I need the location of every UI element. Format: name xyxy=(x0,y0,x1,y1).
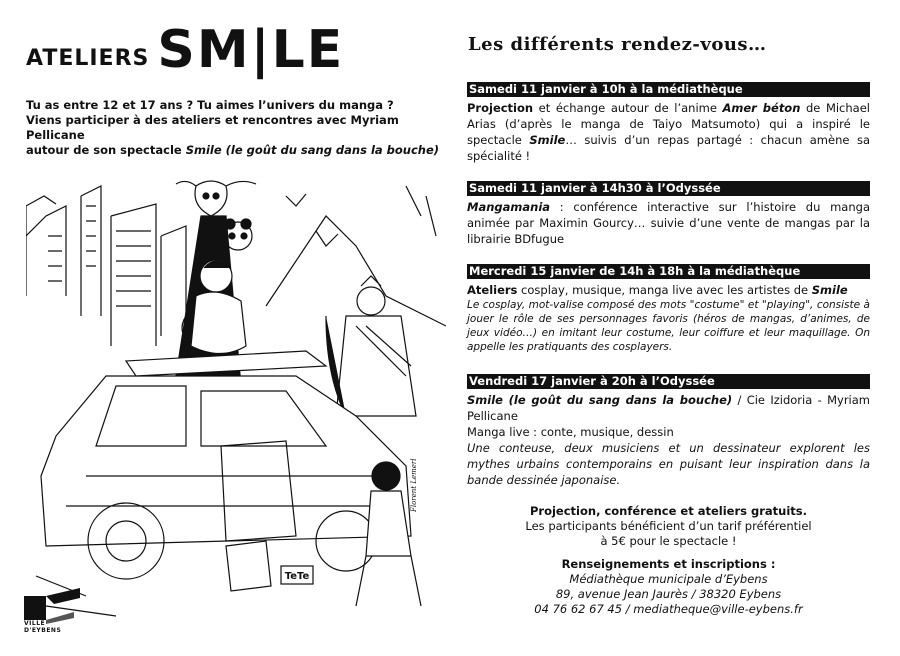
event-2-description xyxy=(467,199,870,247)
intro-text xyxy=(26,98,446,158)
event-1-film-title: Amer béton xyxy=(722,101,801,115)
rendez-vous-heading: Les différents rendez-vous… xyxy=(468,34,767,55)
event-1 xyxy=(467,82,870,164)
contact-phone-mail: 04 76 62 67 45 / mediatheque@ville-eybens.fr xyxy=(534,602,803,616)
tarif-line-1: Les participants bénéficient d’un tarif préférentiel xyxy=(525,519,812,533)
event-4-subtitle: Manga live : conte, musique, dessin xyxy=(467,425,674,439)
contact-address: 89, avenue Jean Jaurès / 38320 Eybens xyxy=(555,587,782,601)
intro-line-3 xyxy=(26,143,446,158)
event-1-text-b: de Michael Arias (d’après le manga de Taiyo Matsumoto) qui a inspiré le spectacle xyxy=(467,101,870,147)
event-4-date-bar: Vendredi 17 janvier à 20h à l’Odyssée xyxy=(467,374,870,389)
event-1-description xyxy=(467,100,870,164)
intro-line-1: Tu as entre 12 et 17 ans ? Tu aimes l’univers du manga ? xyxy=(26,98,394,112)
event-1-text-c: … suivis d’un repas partagé : chacun amène sa spécialité ! xyxy=(467,133,870,163)
event-3-text-a: cosplay, musique, manga live avec les artistes de xyxy=(517,283,812,297)
event-3-date-bar: Mercredi 15 janvier de 14h à 18h à la médiathèque xyxy=(467,264,870,279)
event-1-text-a: et échange autour de l’anime xyxy=(533,101,723,115)
contact-title: Renseignements et inscriptions : xyxy=(561,557,776,571)
event-1-date-bar: Samedi 11 janvier à 10h à la médiathèque xyxy=(467,82,870,97)
event-1-bold: Projection xyxy=(467,101,534,115)
intro-line-2: Viens participer à des ateliers et rencontres avec Myriam Pellicane xyxy=(26,113,399,142)
event-3-show-title: Smile xyxy=(811,283,848,297)
event-3-description xyxy=(467,282,870,298)
tarif-line-2: à 5€ pour le spectacle ! xyxy=(600,534,737,548)
event-3 xyxy=(467,264,870,354)
intro-show-title: Smile (le goût du sang dans la bouche) xyxy=(185,143,440,157)
contact-info xyxy=(467,557,870,617)
logo-text: VILLE D'EYBENS xyxy=(24,620,62,634)
event-4-summary: Une conteuse, deux musiciens et un dessinateur explorent les mythes urbains contemporains en puisant leur inspiration dans la bande dessinée japonaise. xyxy=(467,441,870,487)
car-plate: TeTe xyxy=(284,571,310,582)
event-2-date-bar: Samedi 11 janvier à 14h30 à l’Odyssée xyxy=(467,181,870,196)
pricing-info xyxy=(467,504,870,549)
event-2-title: Mangamania xyxy=(467,200,551,214)
intro-line-3-text: autour de son spectacle xyxy=(26,143,186,157)
event-3-cosplay-note: Le cosplay, mot-valise composé des mots "costume" et "playing", consiste à jouer le rôle de ses personnages favoris (héros de mangas, d’animes, de jeux vidéo…) en imitant leur costume, leur coiffure et leur maquillage. On appelle les pratiquants des cosplayers. xyxy=(467,299,870,353)
event-1-show-title: Smile xyxy=(529,133,566,147)
event-2 xyxy=(467,181,870,247)
event-2-text: : conférence interactive sur l’histoire du manga animée par Maximin Gourcy… suivie d’une vente de mangas par la librairie BDfugue xyxy=(467,200,870,246)
event-3-bold: Ateliers xyxy=(467,283,518,297)
free-line: Projection, conférence et ateliers gratuits. xyxy=(529,504,807,518)
manga-illustration xyxy=(26,176,446,628)
event-4-company: / Cie Izidoria - Myriam Pellicane xyxy=(467,393,870,423)
title-ateliers: ATELIERS xyxy=(26,46,150,71)
contact-place: Médiathèque municipale d’Eybens xyxy=(569,572,768,586)
event-4-show-title: Smile (le goût du sang dans la bouche) xyxy=(467,393,733,407)
event-4 xyxy=(467,374,870,488)
event-4-description xyxy=(467,392,870,424)
illustrator-signature: Florent Lemerl xyxy=(410,458,418,512)
title-smile: SM|LE xyxy=(157,20,345,80)
poster-title xyxy=(26,20,345,80)
